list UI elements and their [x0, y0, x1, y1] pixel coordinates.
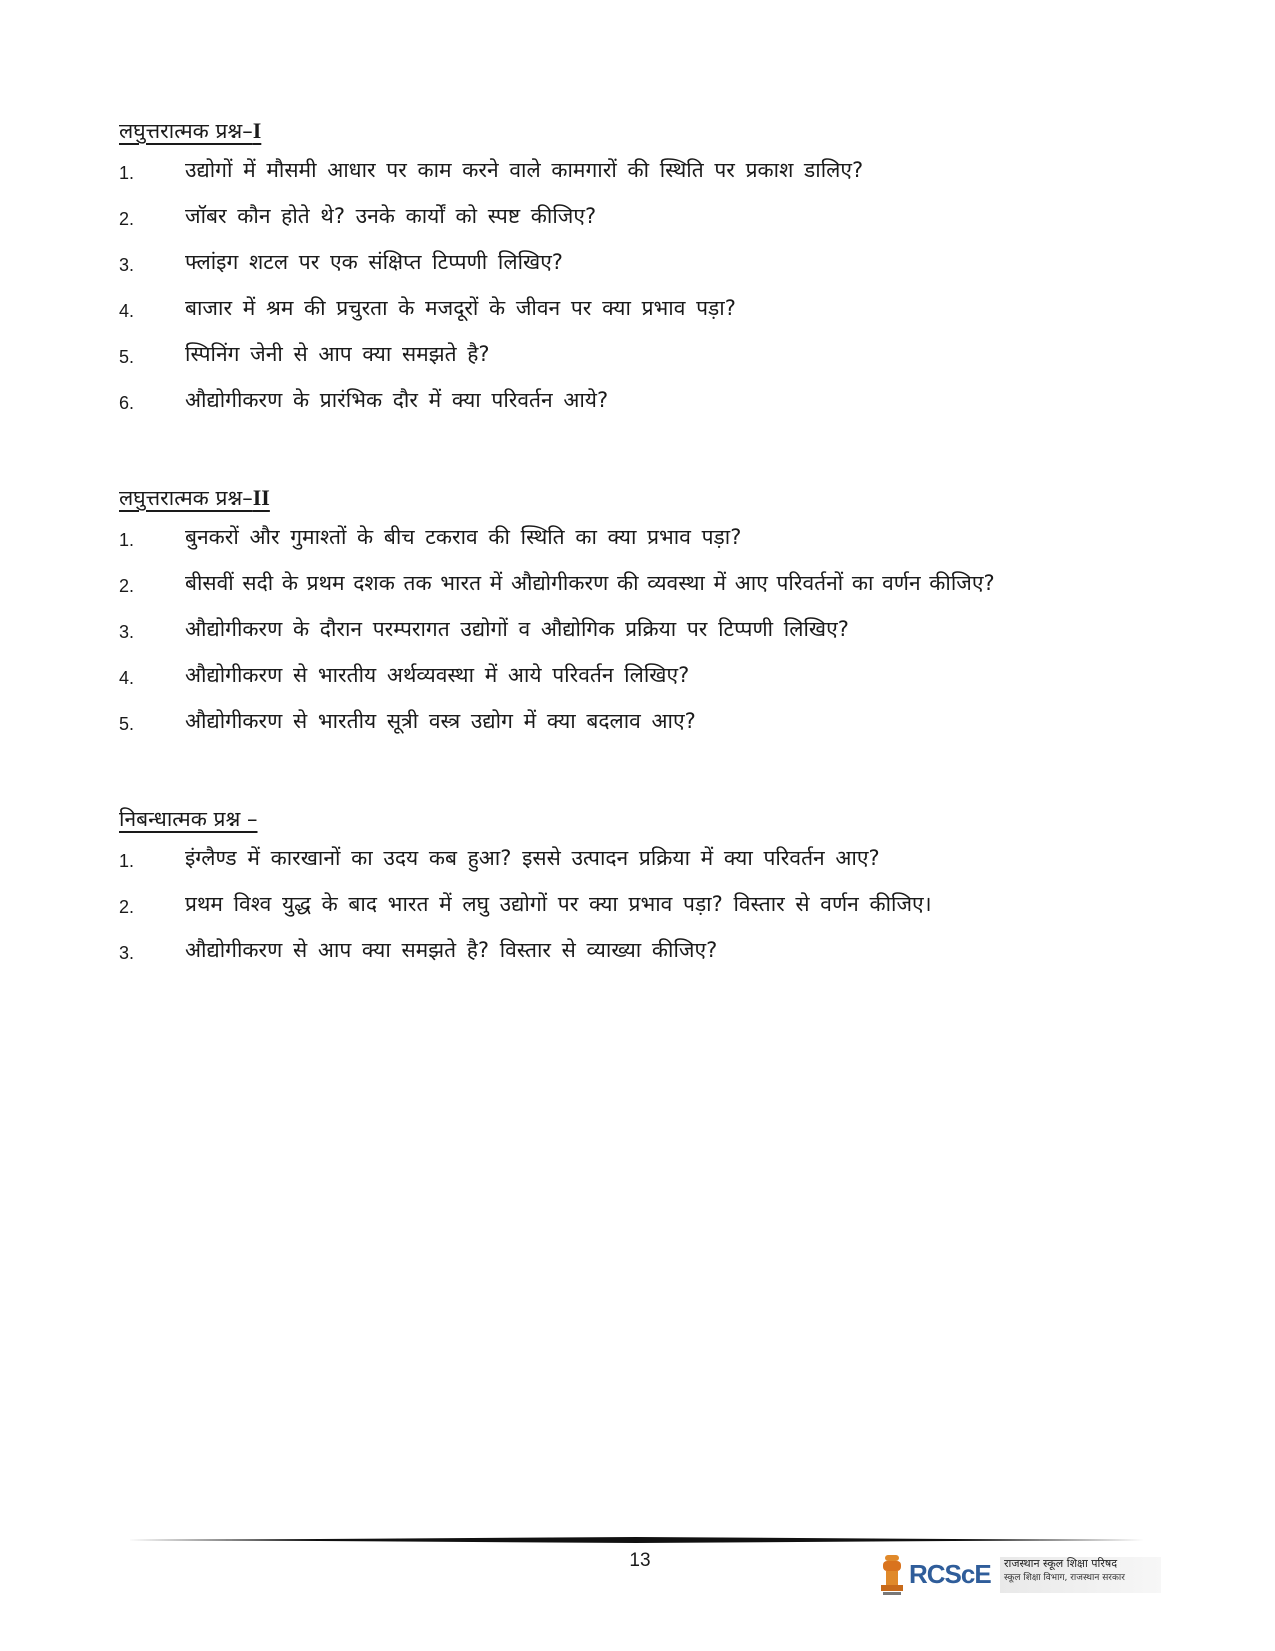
emblem-icon	[877, 1553, 907, 1597]
question-text: बुनकरों और गुमाश्तों के बीच टकराव की स्थिति का क्या प्रभाव पड़ा?	[185, 525, 742, 549]
section-short-answer-1	[119, 115, 1169, 423]
question-item	[119, 606, 1169, 652]
question-number: 5.	[119, 347, 135, 367]
question-item	[119, 331, 1169, 377]
logo-line-2: स्कूल शिक्षा विभाग, राजस्थान सरकार	[1004, 1573, 1125, 1583]
question-number: 1.	[119, 163, 135, 183]
heading-text: लघुत्तरात्मक प्रश्न–	[119, 119, 253, 143]
section-short-answer-2	[119, 482, 1169, 744]
question-list	[119, 514, 1169, 744]
question-text: बाजार में श्रम की प्रचुरता के मजदूरों के जीवन पर क्या प्रभाव पड़ा?	[185, 296, 736, 320]
question-item	[119, 560, 1169, 606]
question-number: 1.	[119, 530, 135, 550]
section-heading	[119, 482, 1169, 514]
heading-text: लघुत्तरात्मक प्रश्न–	[119, 486, 253, 510]
question-text: औद्योगीकरण के दौरान परम्परागत उद्योगों व औद्योगिक प्रक्रिया पर टिप्पणी लिखिए?	[185, 617, 849, 641]
question-number: 3.	[119, 622, 135, 642]
question-text: जॉबर कौन होते थे? उनके कार्यों को स्पष्ट कीजिए?	[185, 204, 597, 228]
question-text: इंग्लैण्ड में कारखानों का उदय कब हुआ? इससे उत्पादन प्रक्रिया में क्या परिवर्तन आए?	[185, 846, 880, 870]
question-list	[119, 147, 1169, 423]
question-item	[119, 239, 1169, 285]
section-heading	[119, 115, 1169, 147]
question-text: औद्योगीकरण से भारतीय सूत्री वस्त्र उद्योग में क्या बदलाव आए?	[185, 709, 696, 733]
page-number: 13	[629, 1550, 651, 1571]
question-number: 2.	[119, 897, 135, 917]
question-item	[119, 927, 1169, 973]
question-text: फ्लांइग शटल पर एक संक्षिप्त टिप्पणी लिखिए?	[185, 250, 563, 274]
question-number: 5.	[119, 714, 135, 734]
question-number: 2.	[119, 576, 135, 596]
question-number: 4.	[119, 301, 135, 321]
question-item	[119, 881, 1169, 927]
question-item	[119, 652, 1169, 698]
question-text: प्रथम विश्व युद्ध के बाद भारत में लघु उद्योगों पर क्या प्रभाव पड़ा? विस्तार से वर्णन कीजिए।	[185, 892, 932, 916]
question-number: 6.	[119, 393, 135, 413]
question-item	[119, 147, 1169, 193]
question-number: 3.	[119, 255, 135, 275]
question-text: उद्योगों में मौसमी आधार पर काम करने वाले कामगारों की स्थिति पर प्रकाश डालिए?	[185, 158, 864, 182]
section-essay-questions	[119, 803, 1169, 973]
footer-logo	[877, 1553, 1157, 1597]
question-text: औद्योगीकरण के प्रारंभिक दौर में क्या परिवर्तन आये?	[185, 388, 609, 412]
question-text: स्पिनिंग जेनी से आप क्या समझते है?	[185, 342, 490, 366]
logo-wordmark: RCScE	[909, 1559, 991, 1589]
question-item	[119, 514, 1169, 560]
heading-roman-numeral: I	[252, 118, 262, 143]
question-number: 2.	[119, 209, 135, 229]
question-text: औद्योगीकरण से भारतीय अर्थव्यवस्था में आये परिवर्तन लिखिए?	[185, 663, 690, 687]
question-number: 4.	[119, 668, 135, 688]
question-item	[119, 193, 1169, 239]
question-item	[119, 377, 1169, 423]
question-item	[119, 698, 1169, 744]
question-item	[119, 835, 1169, 881]
logo-line-1: राजस्थान स्कूल शिक्षा परिषद	[1004, 1557, 1118, 1570]
question-item	[119, 285, 1169, 331]
logo-subtitle	[1000, 1557, 1161, 1593]
question-list	[119, 835, 1169, 973]
heading-roman-numeral: II	[252, 485, 270, 510]
section-heading	[119, 803, 1169, 835]
question-number: 3.	[119, 943, 135, 963]
question-text: बीसवीं सदी के प्रथम दशक तक भारत में औद्योगीकरण की व्यवस्था में आए परिवर्तनों का वर्णन कीजिए?	[185, 571, 995, 595]
heading-text: निबन्धात्मक प्रश्न –	[119, 807, 258, 831]
question-number: 1.	[119, 851, 135, 871]
footer-divider	[119, 1537, 1153, 1543]
question-text: औद्योगीकरण से आप क्या समझते है? विस्तार से व्याख्या कीजिए?	[185, 938, 718, 962]
